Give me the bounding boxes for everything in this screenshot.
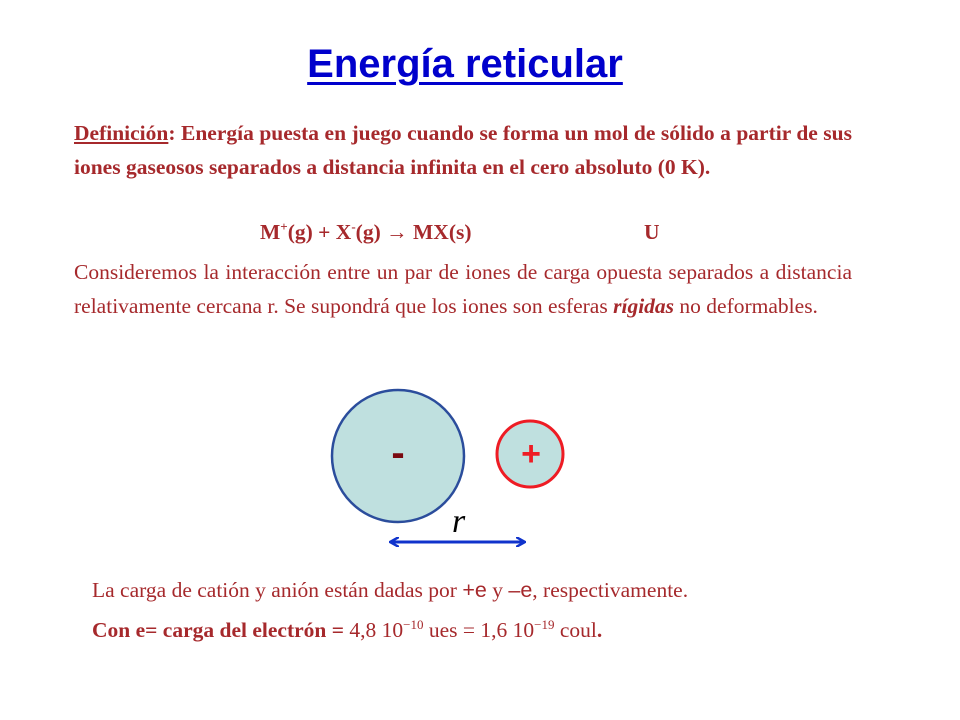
cation-symbol: M (260, 220, 281, 244)
distance-label: r (452, 503, 466, 540)
electron-charge-end: . (596, 618, 603, 642)
electron-charge-coul-value: ues = 1,6 10 (423, 618, 535, 642)
lattice-energy-symbol: U (644, 220, 660, 244)
definition-label: Definición (74, 121, 169, 145)
consider-text: Consideremos la interacción entre un par de iones de carga opuesta separados a distancia relativamente cercana r. Se supondrá que los iones son esferas (74, 260, 852, 318)
electron-charge-unit: coul (554, 618, 597, 642)
electron-charge-ues-exponent: −10 (403, 616, 424, 632)
charges-text: La carga de catión y anión están dadas por (92, 578, 463, 602)
charges-line (92, 578, 688, 603)
anion-charge: - (351, 218, 356, 234)
page-title: Energía reticular (307, 42, 623, 86)
consider-emphasis: rígidas (613, 294, 675, 318)
reaction-arrow-icon: → (386, 220, 408, 244)
electron-charge-coul-exponent: −19 (534, 616, 555, 632)
cation-charge: + (280, 218, 288, 234)
definition-text: Energía puesta en juego cuando se forma un mol de sólido a partir de sus iones gaseosos separados a distancia infinita en el cero absoluto (0 K). (74, 121, 853, 179)
charges-conjunction: y (486, 578, 509, 602)
electron-charge-ues-value: 4,8 10 (349, 618, 404, 642)
definition-colon: : (168, 121, 181, 145)
anion-state: (g) (355, 220, 387, 244)
cation-state: (g) + X (287, 220, 352, 244)
anion-charge-symbol: –e (508, 578, 533, 602)
electron-charge-label: Con e= carga del electrón = (92, 618, 350, 642)
cation-sign: + (521, 435, 541, 473)
reaction-product: MX(s) (407, 220, 472, 244)
anion-sign: - (391, 431, 405, 475)
electron-charge-line (92, 618, 602, 643)
cation-charge-symbol: +e (462, 578, 487, 602)
charges-text-end: , respectivamente. (532, 578, 689, 602)
consider-text-end: no deformables. (674, 294, 818, 318)
